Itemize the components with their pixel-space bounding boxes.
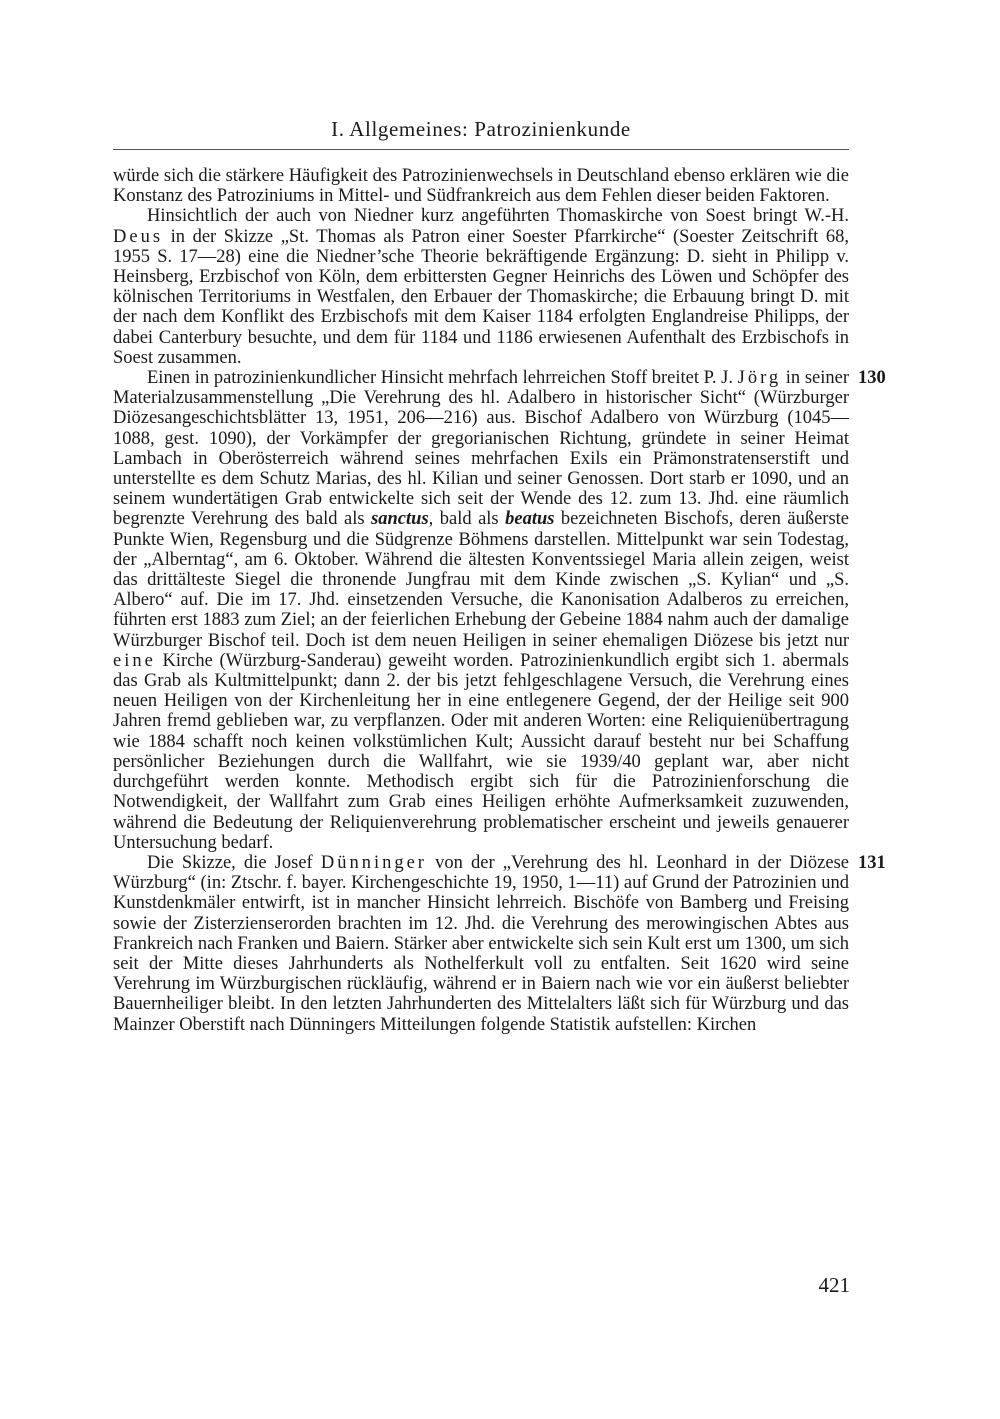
header-rule — [113, 149, 849, 150]
emphasis-sanctus: sanctus — [371, 509, 429, 530]
paragraph-4 — [113, 852, 886, 1035]
paragraph-4-text-1: Die Skizze, die Josef — [147, 852, 321, 873]
body-text — [113, 166, 886, 1035]
margin-number-130: 130 — [858, 368, 886, 389]
paragraph-3-text-3: , bald als — [428, 509, 506, 530]
paragraph-1 — [113, 166, 849, 206]
paragraph-3-text-4: bezeichneten Bischofs, deren äußerste Punkte Wien, Regensburg und die Südgrenze Böhmens darstellen. Mittelpunkt war sein Todestag, der „Alberntag“, am 6. Oktober. Während die ältesten Konventssiegel Maria allein zeigen, weist das drittälteste Siegel die thronende Jungfrau mit dem Kinde zwischen „S. Kylian“ und „S. Albero“ auf. Die im 17. Jhd. einsetzenden Versuche, die Kanonisation Adalberos zu erreichen, führten erst 1883 zum Ziel; an der feierlichen Erhebung der Gebeine 1884 nahm auch der damalige Würzburger Bischof teil. Doch ist dem neuen Heiligen in seiner ehemaligen Diözese bis jetzt nur — [113, 509, 849, 651]
author-name-deus: Deus — [113, 226, 164, 247]
running-head: I. Allgemeines: Patrozinienkunde — [331, 117, 631, 141]
page-number: 421 — [818, 1273, 850, 1297]
emphasis-eine: eine — [113, 650, 156, 671]
author-name-joerg: Jörg — [737, 368, 782, 389]
paragraph-2-text-1: Hinsichtlich der auch von Niedner kurz angeführten Thomaskirche von Soest bringt W.-H. — [147, 206, 849, 227]
paragraph-2-text-2: in der Skizze „St. Thomas als Patron einer Soester Pfarrkirche“ (Soester Zeitschrift 68, 1955 S. 17—28) eine die Niedner’sche Theorie bekräftigende Ergänzung: D. sieht in Philipp v. Heinsberg, Erzbischof von Köln, dem erbittersten Gegner Heinrichs des Löwen und Schöpfer des kölnischen Territoriums in Westfalen, den Erbauer der Thomaskirche; die Erbauung bringt D. mit der nach dem Konflikt des Erzbischofs mit dem Kaiser 1184 erfolgten Englandreise Philipps, der dabei Canterbury besuchte, und dem für 1184 und 1186 erwiesenen Aufenthalt des Erzbischofs in Soest zusammen. — [113, 226, 849, 368]
paragraph-3 — [113, 368, 886, 853]
paragraph-3-text-2: in seiner Materialzusammenstellung „Die Verehrung des hl. Adalbero in historischer Sicht“ (Würzburger Diözesangeschichtsblätter 13, 1951, 206—216) aus. Bischof Adalbero von Würzburg (1045—1088, gest. 1090), der Vorkämpfer der gregorianischen Richtung, gründete in seiner Heimat Lambach in Oberösterreich während seines mehrfachen Exils ein Prämonstratenserstift und unterstellte es dem Schutz Marias, des hl. Kilian und seiner Genossen. Dort starb er 1090, und an seinem wundertätigen Grab entwickelte sich seit der Wende des 12. zum 13. Jhd. eine räumlich begrenzte Verehrung des bald als — [113, 368, 849, 530]
paragraph-1-text: würde sich die stärkere Häufigkeit des Patrozinienwechsels in Deutschland ebenso erklären wie die Konstanz des Patroziniums in Mittel- und Südfrankreich aus dem Fehlen dieser beiden Faktoren. — [113, 166, 849, 207]
paragraph-2 — [113, 206, 849, 368]
paragraph-3-text-1: Einen in patrozinienkundlicher Hinsicht mehrfach lehrreichen Stoff breitet P. J. — [147, 368, 738, 389]
paragraph-4-text-2: von der „Verehrung des hl. Leonhard in der Diözese Würzburg“ (in: Ztschr. f. bayer. Kirchengeschichte 19, 1950, 1—11) auf Grund der Patrozinien und Kunstdenkmäler entwirft, ist in mancher Hinsicht lehrreich. Bischöfe von Bamberg und Freising sowie der Zisterzienserorden brachten im 12. Jhd. die Verehrung des merowingischen Abtes aus Frankreich nach Franken und Baiern. Stärker aber entwickelte sich sein Kult erst um 1300, um sich seit der Mitte dieses Jahrhunderts als Nothelferkult voll zu entfalten. Seit 1620 wird seine Verehrung im Würzburgischen rückläufig, während er in Baiern nach wie vor ein äußerst beliebter Bauernheiliger bleibt. In den letzten Jahrhunderten des Mittelalters läßt sich für Würzburg und das Mainzer Oberstift nach Dünningers Mitteilungen folgende Statistik aufstellen: Kirchen — [113, 852, 849, 1035]
author-name-duenninger: Dünninger — [320, 852, 427, 873]
margin-number-131: 131 — [858, 852, 886, 873]
emphasis-beatus: beatus — [505, 509, 555, 530]
paragraph-3-text-5: Kirche (Würzburg-Sanderau) geweiht worden. Patrozinienkundlich ergibt sich 1. abermals das Grab als Kultmittelpunkt; dann 2. der bis jetzt fehlgeschlagene Versuch, die Verehrung eines neuen Heiligen von der Kirchenleitung her in eine entlegenere Gegend, der der Heilige seit 900 Jahren fremd geblieben war, zu verpflanzen. Oder mit anderen Worten: eine Reliquienübertragung wie 1884 schafft noch keinen volkstümlichen Kult; Aussicht darauf besteht nur bei Schaffung persönlicher Beziehungen durch die Wallfahrt, wie sie 1939/40 geplant war, aber nicht durchgeführt werden konnte. Methodisch ergibt sich für die Patrozinienforschung die Notwendigkeit, der Wallfahrt zum Grab eines Heiligen erhöhte Aufmerksamkeit zuzuwenden, während die Bedeutung der Reliquienverehrung problematischer erscheint und jeweils genauerer Untersuchung bedarf. — [113, 650, 849, 853]
